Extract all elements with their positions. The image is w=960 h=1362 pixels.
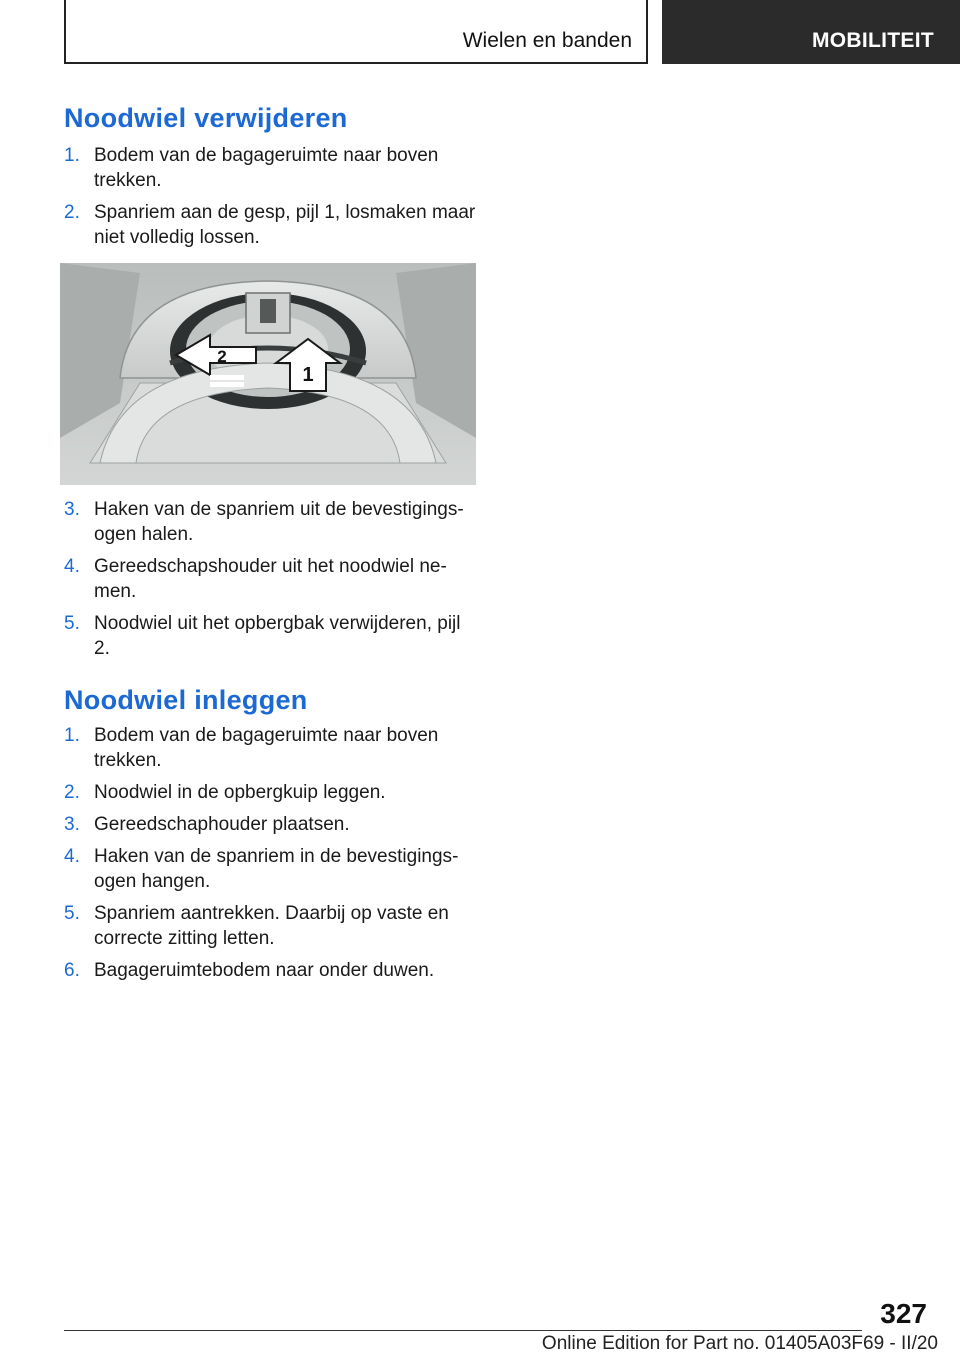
step-number: 4. <box>64 556 80 577</box>
list-item <box>64 958 478 983</box>
arrow-2-label: 2 <box>217 347 227 366</box>
step-number: 3. <box>64 814 80 835</box>
step-text: Spanriem aan de gesp, pijl 1, losmaken maar niet volledig lossen. <box>94 202 476 248</box>
spare-wheel-illustration <box>60 263 476 485</box>
insert-steps-list <box>64 723 478 990</box>
footer-divider <box>64 1330 862 1331</box>
step-number: 5. <box>64 613 80 634</box>
step-number: 6. <box>64 960 80 981</box>
step-number: 4. <box>64 846 80 867</box>
footer-edition-text: Online Edition for Part no. 01405A03F69 - II/20 <box>541 1333 938 1354</box>
list-item <box>64 611 478 661</box>
step-text: Gereedschaphouder plaatsen. <box>94 814 350 835</box>
list-item <box>64 723 478 773</box>
remove-steps-list-b <box>64 497 478 668</box>
header-section-box <box>64 0 648 64</box>
list-item <box>64 812 478 837</box>
list-item <box>64 554 478 604</box>
list-item <box>64 780 478 805</box>
step-text: Haken van de spanriem uit de bevestigingsogen halen. <box>94 499 464 545</box>
remove-steps-list-a <box>64 143 478 257</box>
header-chapter-title: MOBILITEIT <box>812 29 934 52</box>
list-item <box>64 143 478 193</box>
step-number: 2. <box>64 202 80 223</box>
list-item <box>64 844 478 894</box>
step-text: Bagageruimtebodem naar onder duwen. <box>94 960 435 981</box>
step-text: Noodwiel uit het opbergbak verwijderen, pijl 2. <box>94 613 461 659</box>
list-item <box>64 200 478 250</box>
step-text: Spanriem aantrekken. Daarbij op vaste en correcte zitting letten. <box>94 903 449 949</box>
list-item <box>64 497 478 547</box>
header-section-title: Wielen en banden <box>462 29 632 52</box>
step-text: Haken van de spanriem in de bevestigingsogen hangen. <box>94 846 459 892</box>
header-chapter-tab <box>662 0 960 64</box>
step-number: 1. <box>64 145 80 166</box>
step-text: Bodem van de bagageruimte naar boven trekken. <box>94 725 439 771</box>
step-number: 3. <box>64 499 80 520</box>
step-text: Gereedschapshouder uit het noodwiel nemen. <box>94 556 447 602</box>
page-number: 327 <box>880 1298 927 1329</box>
section-title-remove: Noodwiel verwijderen <box>64 103 348 133</box>
list-item <box>64 901 478 951</box>
step-text: Noodwiel in de opbergkuip leggen. <box>94 782 386 803</box>
step-number: 5. <box>64 903 80 924</box>
arrow-1-label: 1 <box>302 364 314 386</box>
step-number: 2. <box>64 782 80 803</box>
section-title-insert: Noodwiel inleggen <box>64 685 308 715</box>
step-text: Bodem van de bagageruimte naar boven trekken. <box>94 145 439 191</box>
step-number: 1. <box>64 725 80 746</box>
